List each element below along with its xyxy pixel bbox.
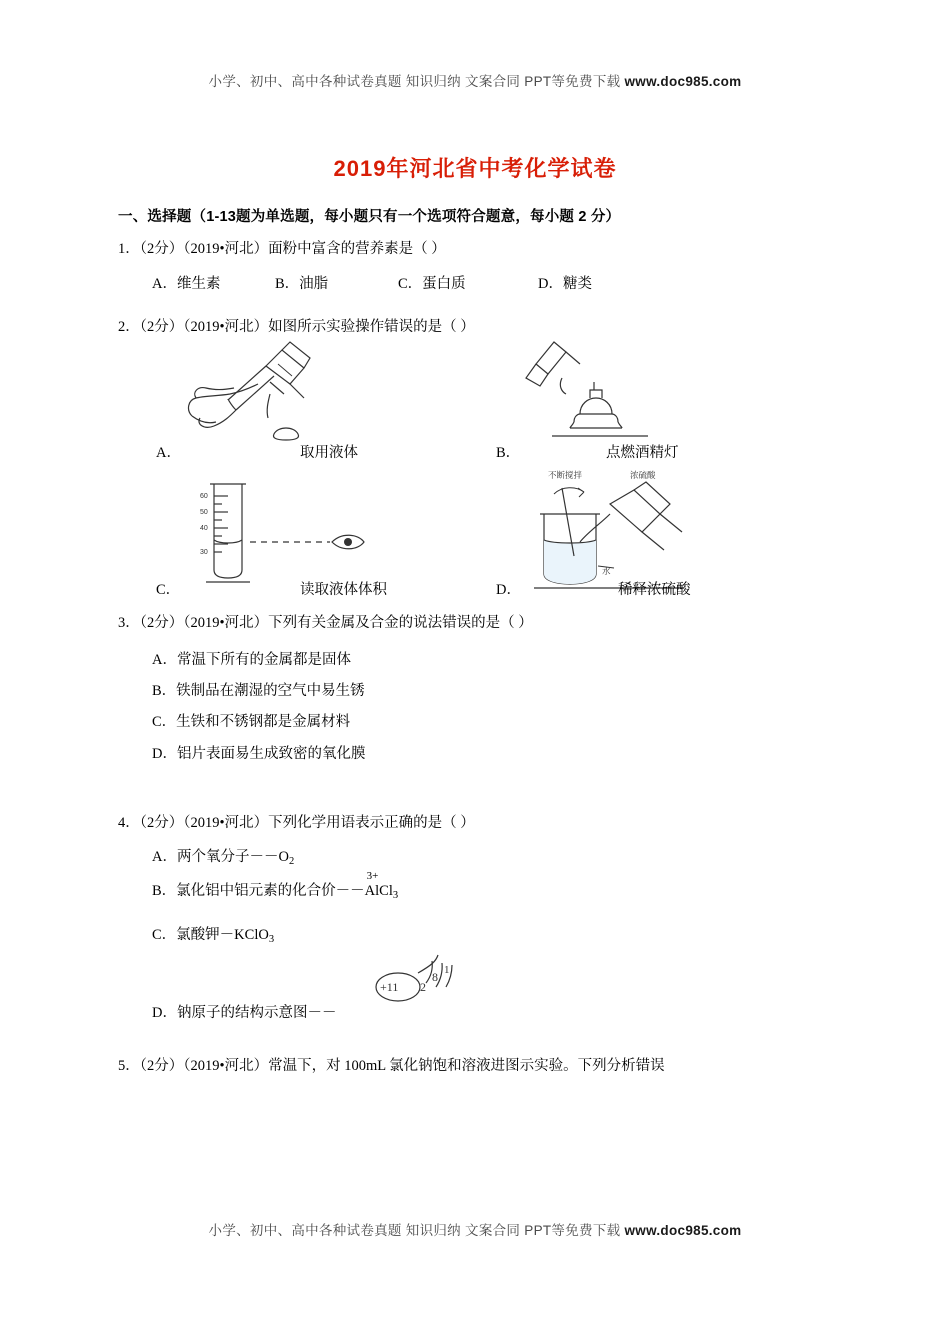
question-5-stem: 常温下，对 100mL 氯化钠饱和溶液进图示实验。下列分析错误 <box>268 1058 665 1074</box>
question-1-stem: 面粉中富含的营养素是（ ） <box>268 241 446 257</box>
svg-text:50: 50 <box>200 509 208 516</box>
question-3-number: 3． <box>118 615 140 631</box>
option-d[interactable]: D．铝片表面易生成致密的氧化膜 <box>152 745 366 762</box>
question-1-source: （2019•河北） <box>183 241 269 257</box>
sodium-atom-structure-icon <box>370 947 490 1019</box>
question-4-options <box>152 845 398 1035</box>
option-a[interactable] <box>152 845 398 879</box>
question-2-source: （2019•河北） <box>183 319 269 335</box>
option-a[interactable]: A．维生素 <box>152 276 221 292</box>
question-5-number: 5． <box>118 1058 140 1074</box>
option-b-text: B．氯化铝中铝元素的化合价－－ <box>152 883 365 899</box>
figure-taking-liquid-icon <box>178 338 418 448</box>
svg-text:30: 30 <box>200 549 208 556</box>
question-4-source: （2019•河北） <box>183 815 269 831</box>
figure-b-caption: 点燃酒精灯 <box>606 445 679 461</box>
option-a-subscript: 2 <box>288 856 295 867</box>
question-3 <box>118 612 832 634</box>
question-3-stem: 下列有关金属及合金的说法错误的是（ ） <box>268 615 533 631</box>
option-c-subscript: 3 <box>268 934 275 945</box>
question-1-score: （2分） <box>139 241 184 257</box>
figure-d-text-acid: 浓硫酸 <box>630 470 656 480</box>
option-d-text: D．钠原子的结构示意图－－ <box>152 1005 337 1021</box>
shell-3: 1 <box>444 964 450 976</box>
figure-c-label: C． <box>156 582 181 598</box>
figure-c-caption: 读取液体体积 <box>300 582 387 598</box>
option-b[interactable]: B．油脂 <box>275 276 329 292</box>
question-2 <box>118 316 832 338</box>
option-b[interactable] <box>152 870 399 923</box>
figure-b-label: B． <box>496 445 521 461</box>
page-title: 2019年河北省中考化学试卷 <box>333 156 617 181</box>
option-c[interactable]: C．生铁和不锈钢都是金属材料 <box>152 714 351 731</box>
option-c[interactable]: C．蛋白质 <box>398 276 466 292</box>
option-b[interactable]: B．铁制品在潮湿的空气中易生锈 <box>152 683 365 700</box>
question-4-stem: 下列化学用语表示正确的是（ ） <box>268 815 475 831</box>
figure-d-label: D． <box>496 582 521 598</box>
figure-diluting-sulfuric-acid-icon <box>514 470 764 595</box>
svg-text:40: 40 <box>200 525 208 532</box>
shell-1: 2 <box>420 980 426 994</box>
svg-text:60: 60 <box>200 493 208 500</box>
nucleus-charge: +11 <box>380 980 399 994</box>
question-3-options <box>152 645 365 770</box>
question-5 <box>118 1055 832 1077</box>
question-1-options <box>152 272 592 293</box>
question-4-number: 4． <box>118 815 140 831</box>
question-2-score: （2分） <box>139 319 184 335</box>
option-d[interactable] <box>152 1001 398 1035</box>
watermark-top <box>0 70 950 90</box>
question-1 <box>118 238 832 260</box>
watermark-domain: www.doc985.com <box>624 1223 742 1238</box>
question-4 <box>118 812 832 834</box>
question-5-source: （2019•河北） <box>183 1058 269 1074</box>
option-c-text: C．氯酸钾－KClO <box>152 927 269 943</box>
question-4-score: （2分） <box>139 815 184 831</box>
aluminum-chloride-formula: 3+ AlCl$_3$ <box>364 870 399 901</box>
watermark-text: 小学、初中、高中各种试卷真题 知识归纳 文案合同 PPT等免费下载 <box>208 74 625 89</box>
question-3-score: （2分） <box>139 615 184 631</box>
section-heading: 一、选择题（1-13题为单选题，每小题只有一个选项符合题意，每小题 2 分） <box>118 209 621 225</box>
question-3-source: （2019•河北） <box>183 615 269 631</box>
question-1-number: 1． <box>118 241 140 257</box>
question-5-score: （2分） <box>139 1058 184 1074</box>
option-d[interactable]: D．糖类 <box>538 276 592 292</box>
question-2-stem: 如图所示实验操作错误的是（ ） <box>268 319 475 335</box>
figure-a-caption: 取用液体 <box>300 445 358 461</box>
watermark-domain: www.doc985.com <box>624 74 742 89</box>
figure-d-text-water: 水 <box>602 566 611 576</box>
figure-a-label: A． <box>156 445 181 461</box>
shell-2: 8 <box>432 970 438 984</box>
watermark-bottom <box>0 1219 950 1239</box>
option-c[interactable] <box>152 923 398 957</box>
figure-lighting-alcohol-lamp-icon <box>518 338 738 448</box>
option-a-text: A．两个氧分子－－O <box>152 849 289 865</box>
watermark-text: 小学、初中、高中各种试卷真题 知识归纳 文案合同 PPT等免费下载 <box>208 1223 625 1238</box>
figure-d-caption: 稀释浓硫酸 <box>618 582 691 598</box>
option-a[interactable]: A．常温下所有的金属都是固体 <box>152 652 351 668</box>
question-2-figures <box>118 338 832 598</box>
valence-charge: 3+ <box>366 870 379 882</box>
question-2-number: 2． <box>118 319 140 335</box>
figure-d-text-stir: 不断搅拌 <box>548 470 583 480</box>
